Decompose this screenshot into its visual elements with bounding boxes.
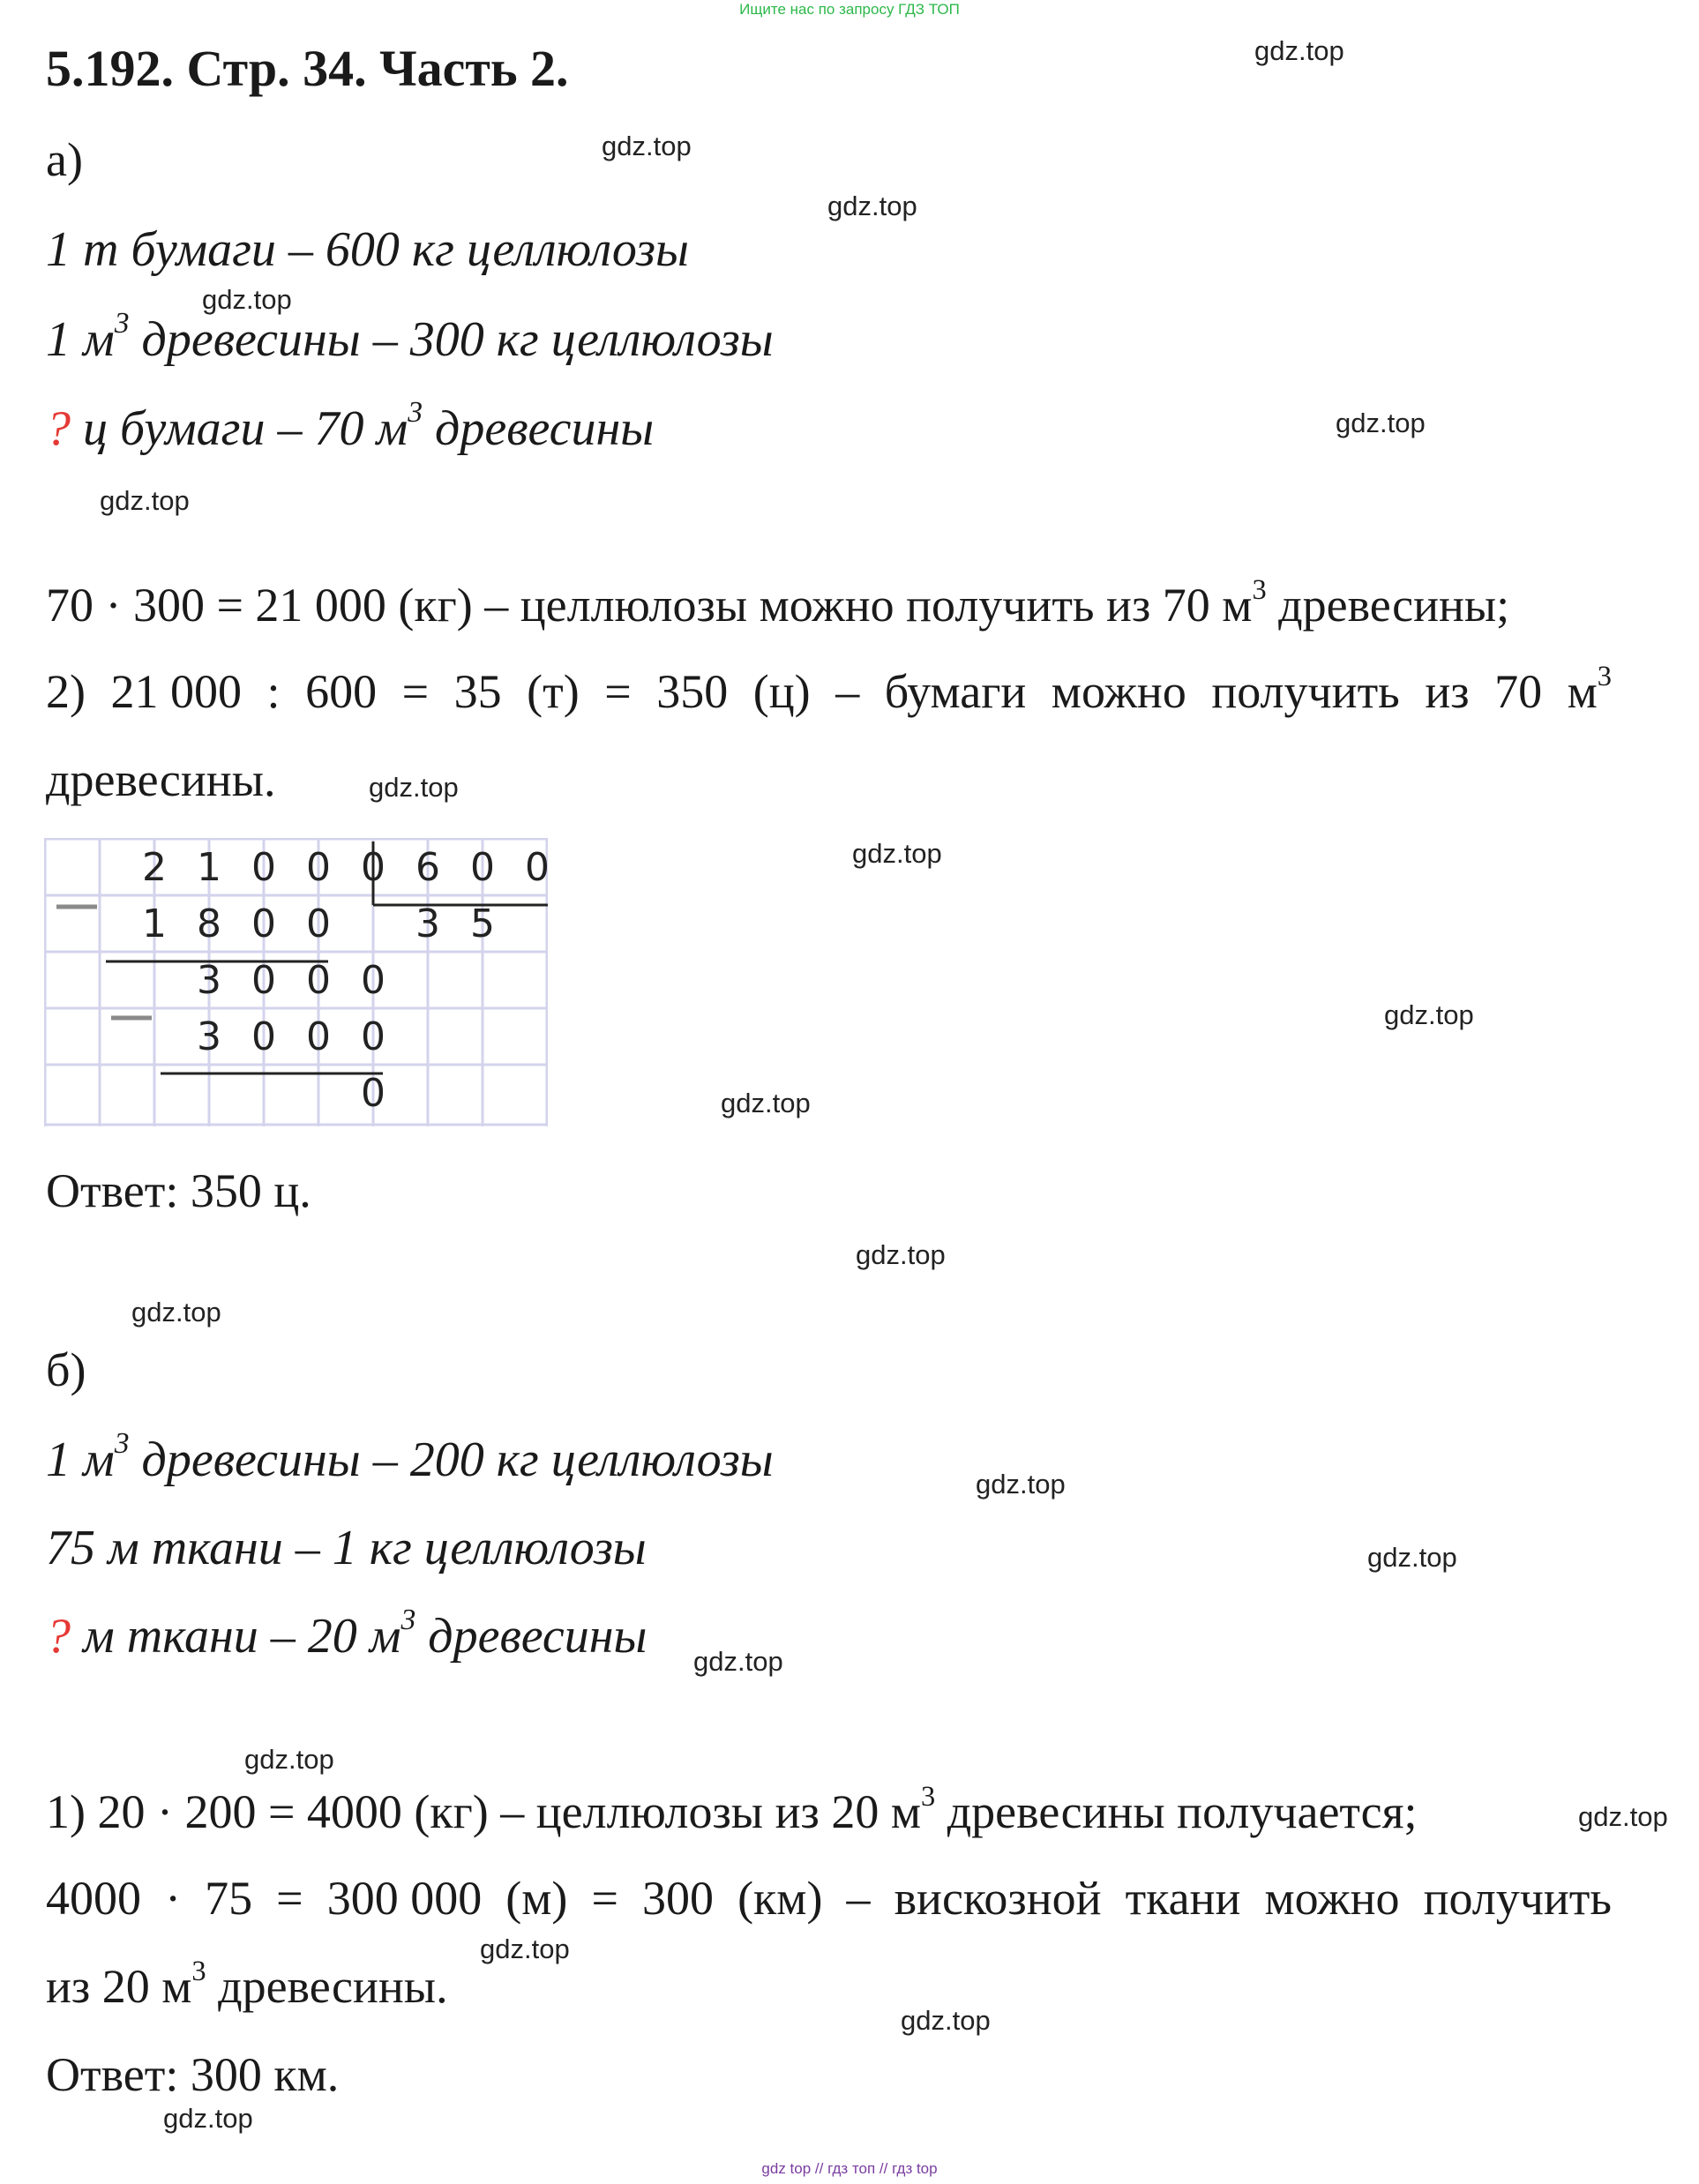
part-a-step-2-continued: древесины. xyxy=(46,753,276,806)
watermark: gdz.top xyxy=(202,284,292,315)
part-b-condition-2: 75 м ткани – 1 кг целлюлозы xyxy=(46,1521,647,1575)
part-a-label: а) xyxy=(46,133,83,186)
part-a-step-2: 2) 21 000 : 600 = 35 (т) = 350 (ц) – бумаги можно получить из 70 $м^3$ xyxy=(46,660,1612,718)
div-cell: 0 xyxy=(361,958,385,1003)
div-cell: 3 xyxy=(197,1014,221,1059)
part-b-step-1: 1) 20 · 200 = 4000 (кг) – целлюлозы из 20 $м^3$ древесины получается; xyxy=(46,1780,1418,1838)
watermark: gdz.top xyxy=(827,191,917,221)
div-cell: 0 xyxy=(251,845,276,890)
part-b-condition-1: 1 $м^3$ древесины – 200 кг целлюлозы xyxy=(46,1426,774,1487)
watermark: gdz.top xyxy=(901,2005,991,2036)
watermark: gdz.top xyxy=(131,1297,221,1328)
div-cell: 5 xyxy=(470,901,495,946)
div-cell: 0 xyxy=(361,1071,385,1116)
watermark: gdz.top xyxy=(602,131,692,161)
part-a-condition-2: 1 $м^3$ древесины – 300 кг целлюлозы xyxy=(46,306,774,367)
watermark: gdz.top xyxy=(693,1646,783,1677)
div-cell: 0 xyxy=(306,845,331,890)
div-cell: 8 xyxy=(197,901,221,946)
div-cell: 0 xyxy=(306,958,331,1003)
part-b-step-2: 4000 · 75 = 300 000 (м) = 300 (км) – вискозной ткани можно получить xyxy=(46,1872,1612,1925)
div-cell: 6 xyxy=(415,845,440,890)
watermark: gdz.top xyxy=(369,772,459,803)
div-cell: 0 xyxy=(361,1014,385,1059)
question-mark: ? xyxy=(46,1609,71,1664)
part-b-step-2-continued: из 20 $м^3$ древесины. xyxy=(46,1955,448,2013)
footer-note: gdz top // гдз топ // гдз top xyxy=(761,2160,938,2177)
div-cell: 2 xyxy=(142,845,167,890)
watermark: gdz.top xyxy=(976,1469,1066,1500)
div-cell: 1 xyxy=(197,845,221,890)
div-cell: 0 xyxy=(361,845,385,890)
watermark: gdz.top xyxy=(100,485,190,516)
long-division xyxy=(44,838,548,1126)
part-a-condition-1: 1 т бумаги – 600 кг целлюлозы xyxy=(46,222,689,277)
watermark: gdz.top xyxy=(1336,408,1426,438)
div-cell: 0 xyxy=(470,845,495,890)
watermark: gdz.top xyxy=(1384,999,1474,1030)
div-cell: 0 xyxy=(251,1014,276,1059)
watermark: gdz.top xyxy=(1367,1542,1457,1573)
question-mark: ? xyxy=(46,401,71,456)
div-cell: 0 xyxy=(306,1014,331,1059)
watermark: gdz.top xyxy=(163,2103,253,2134)
watermark: gdz.top xyxy=(856,1239,946,1270)
header-note: Ищите нас по запросу ГДЗ ТОП xyxy=(739,1,960,18)
watermark: gdz.top xyxy=(480,1933,570,1964)
part-a-step-1: 70 · 300 = 21 000 (кг) – целлюлозы можно получить из 70 $м^3$ древесины; xyxy=(46,573,1510,632)
part-b-label: б) xyxy=(46,1343,86,1396)
div-cell: 0 xyxy=(251,901,276,946)
div-cell: 0 xyxy=(525,845,550,890)
page-title: 5.192. Стр. 34. Часть 2. xyxy=(46,40,569,97)
div-cell: 3 xyxy=(197,958,221,1003)
div-cell: 0 xyxy=(306,901,331,946)
watermark: gdz.top xyxy=(1254,35,1344,66)
watermark: gdz.top xyxy=(244,1744,334,1775)
part-a-question: ? ц бумаги – 70 $м^3$ древесины xyxy=(46,395,655,456)
watermark: gdz.top xyxy=(721,1088,811,1118)
part-b-question: ? м ткани – 20 $м^3$ древесины xyxy=(46,1603,647,1664)
div-cell: 1 xyxy=(142,901,167,946)
div-cell: 0 xyxy=(251,958,276,1003)
part-b-answer: Ответ: 300 км. xyxy=(46,2048,340,2101)
div-cell: 3 xyxy=(415,901,440,946)
part-a-answer: Ответ: 350 ц. xyxy=(46,1164,311,1217)
watermark: gdz.top xyxy=(1578,1801,1668,1832)
watermark: gdz.top xyxy=(852,838,942,869)
